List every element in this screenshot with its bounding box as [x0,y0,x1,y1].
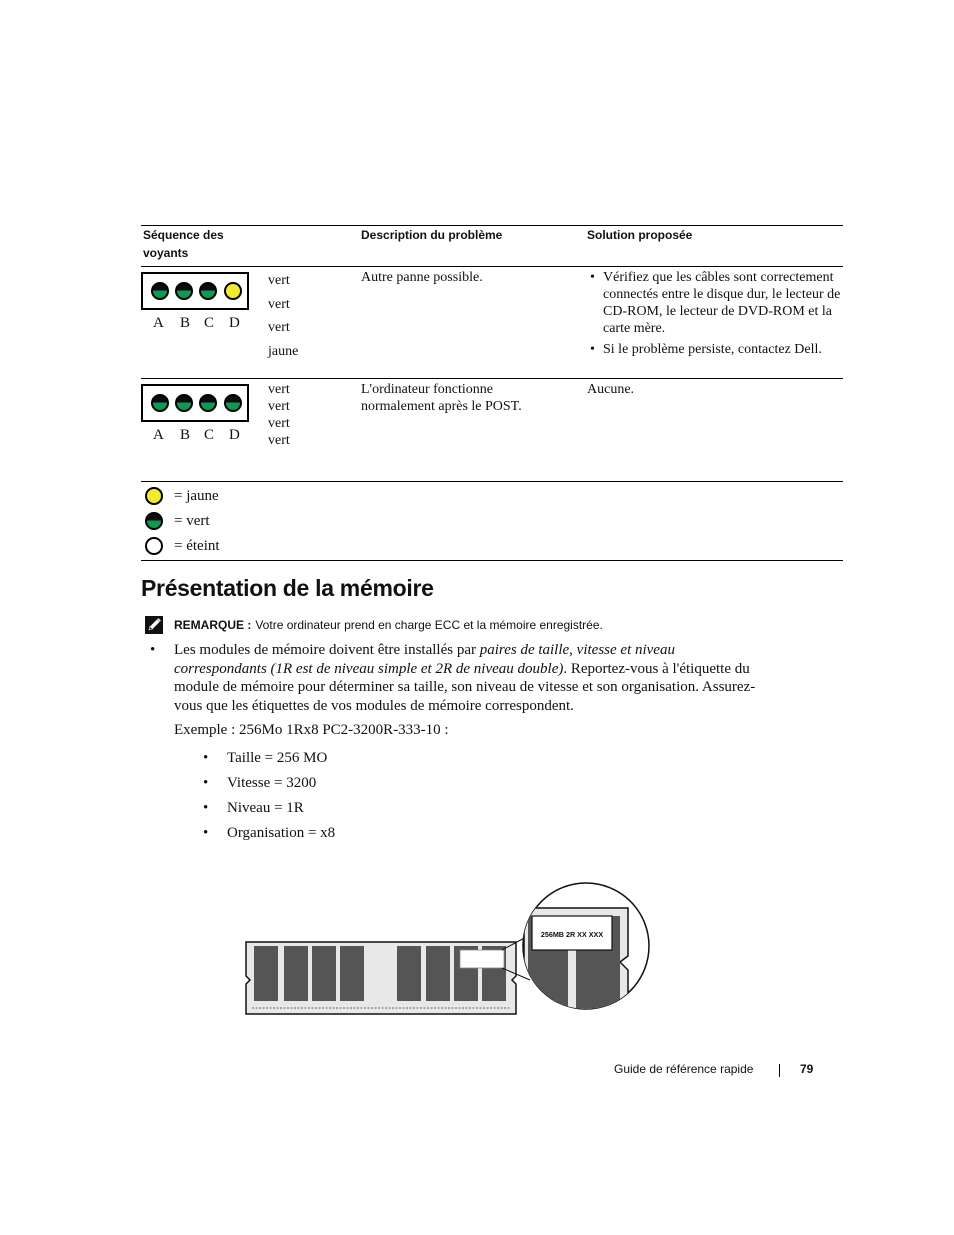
led-c-green-icon [199,394,217,412]
header-sequence [143,226,224,262]
footer-separator [779,1064,780,1077]
led-a-green-icon [151,282,169,300]
memory-chip [340,946,364,1001]
led-b-green-icon [175,282,193,300]
led-off-icon [145,537,163,555]
solution-item: • Si le problème persiste, contactez Dell. [587,341,843,358]
led-a-green-icon [151,394,169,412]
legend-label: = jaune [174,487,219,504]
led-letter-a: A [153,427,164,443]
legend-off [145,536,220,556]
problem-description: Autre panne possible. [361,270,483,285]
state-a: vert [268,273,290,288]
led-letter-a: A [153,315,164,331]
module-label-text: 256MB 2R XX XXX [540,930,604,939]
memory-chip [426,946,450,1001]
led-yellow-icon [145,487,163,505]
row-divider [141,378,843,379]
row-divider [141,481,843,482]
bullet-part2: . Reportez-vous à l'étiquette du module de mémoire pour déterminer sa taille, son niveau de vitesse et son organisation. Assurez-vous que les étiquettes de vos modules de mémoire correspondent. [174,660,756,714]
bullet-italic: paires de taille, vitesse et niveau correspondants (1R est de niveau simple et 2R de niveau double) [174,642,675,677]
note-label: REMARQUE : [174,618,252,632]
led-d-yellow-icon [224,282,242,300]
note-text: Votre ordinateur prend en charge ECC et la mémoire enregistrée. [255,618,603,632]
header-description: Description du problème [361,228,503,242]
note [145,616,603,634]
state-d: jaune [268,343,299,359]
proposed-solution: Aucune. [587,382,635,397]
section-title: Présentation de la mémoire [141,575,434,601]
led-c-green-icon [199,282,217,300]
memory-chip [284,946,308,1001]
led-panel [141,272,249,310]
led-states [268,381,290,449]
memory-chip [254,946,278,1001]
header-solution: Solution proposée [587,228,693,242]
proposed-solution [587,269,843,362]
module-label-sticker [460,950,504,968]
led-d-green-icon [224,394,242,412]
state-b: vert [268,399,290,414]
header-sequence-line1: Séquence des [143,228,224,242]
bullet-part1: Les modules de mémoire doivent être installés par [174,642,480,658]
led-letter-b: B [180,427,191,443]
bullet-dot: • [150,642,156,658]
legend-label: = éteint [174,537,220,554]
bullet-text [174,641,760,715]
state-c: vert [268,416,290,431]
led-states [268,269,298,363]
list-item: • Taille = 256 MO [203,750,335,775]
page-number: 79 [800,1062,814,1076]
led-b-green-icon [175,394,193,412]
example-list [203,750,335,850]
led-green-icon [145,512,163,530]
table-bottom-rule [141,560,843,561]
state-b: vert [268,296,290,312]
list-item: • Niveau = 1R [203,800,335,825]
led-letter-c: C [204,315,215,331]
example-line: Exemple : 256Mo 1Rx8 PC2-3200R-333-10 : [174,722,449,738]
state-a: vert [268,382,290,397]
led-letter-c: C [204,427,215,443]
legend-yellow [145,486,219,506]
problem-description: L'ordinateur fonctionne normalement après le POST. [361,382,522,414]
led-panel [141,384,249,422]
list-item: • Organisation = x8 [203,825,335,850]
memory-chip [397,946,421,1001]
header-bottom-rule [141,266,843,267]
list-item: • Vitesse = 3200 [203,775,335,800]
state-c: vert [268,320,290,335]
legend-label: = vert [174,512,210,529]
state-d: vert [268,433,290,448]
led-letter-d: D [229,427,240,443]
legend-green [145,511,210,531]
pencil-note-icon [145,616,163,634]
footer-guide-title: Guide de référence rapide [614,1062,754,1076]
solution-item: • Vérifiez que les câbles sont correctement connectés entre le disque dur, le lecteur de CD-ROM, le lecteur de DVD-ROM et la carte mère. [587,269,843,337]
led-letter-b: B [180,315,191,331]
memory-bullet [150,641,760,715]
header-sequence-line2: voyants [143,246,189,260]
led-letter-d: D [229,315,240,331]
memory-module-illustration [240,880,660,1020]
memory-chip [312,946,336,1001]
